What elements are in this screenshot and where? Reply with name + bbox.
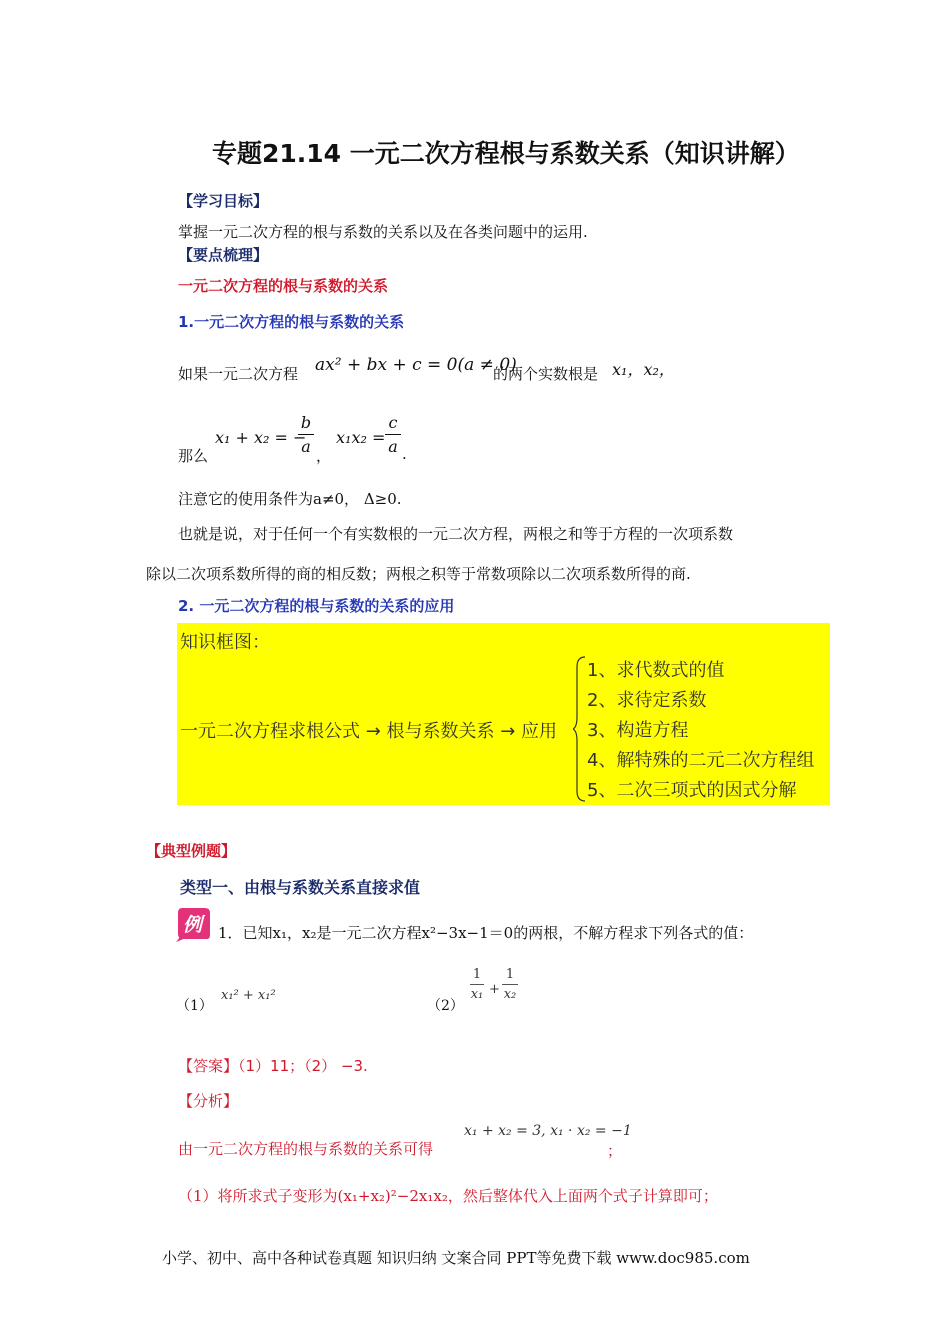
part2-label: （2） (427, 998, 464, 1014)
frac-one: 1 (472, 967, 482, 982)
explanation-line1: 也就是说，对于任何一个有实数根的一元二次方程，两根之和等于方程的一次项系数 (178, 525, 734, 543)
sub1-heading: 1.一元二次方程的根与系数的关系 (178, 313, 405, 331)
part1-label: （1） (176, 998, 213, 1014)
analysis-line2: （1）将所求式子变形为(x₁+x₂)²−2x₁x₂，然后整体代入上面两个式子计算即可； (178, 1187, 718, 1205)
framework-chain: 一元二次方程求根公式 → 根与系数关系 → 应用 (180, 721, 558, 742)
curly-brace-icon (573, 655, 587, 803)
explanation-line2: 除以二次项系数所得的商的相反数；两根之积等于常数项除以二次项系数所得的商. (146, 565, 691, 583)
framework-item-2: 2、求待定系数 (587, 690, 707, 711)
fraction-bar (470, 984, 484, 985)
sum-denominator: a (301, 437, 311, 456)
answer: 【答案】（1）11；（2） −3. (178, 1057, 368, 1075)
prod-denominator: a (388, 437, 398, 456)
sum-fraction (298, 413, 314, 456)
part2-fraction-2 (502, 967, 518, 1002)
goal-label: 【学习目标】 (178, 192, 269, 210)
topic-heading: 一元二次方程的根与系数的关系 (178, 277, 389, 295)
example-problem: 1．已知x₁，x₂是一元二次方程x²−3x−1＝0的两根，不解方程求下列各式的值： (218, 924, 754, 942)
frac-one: 1 (505, 967, 515, 982)
analysis-relations: x₁ + x₂ = 3, x₁ · x₂ = −1 (464, 1123, 632, 1139)
page-footer: 小学、初中、高中各种试卷真题 知识归纳 文案合同 PPT等免费下载 www.doc985.com (162, 1249, 750, 1267)
analysis-line1-end: ； (607, 1142, 623, 1160)
points-label: 【要点梳理】 (178, 246, 269, 264)
sub1-line1-prefix: 如果一元二次方程 (178, 365, 299, 383)
fraction-bar (502, 984, 518, 985)
framework-label: 知识框图： (180, 632, 270, 653)
plus-sign: + (489, 982, 500, 997)
knowledge-framework-box (177, 623, 830, 805)
framework-item-4: 4、解特殊的二元二次方程组 (587, 750, 815, 771)
page-title: 专题21.14 一元二次方程根与系数关系（知识讲解） (212, 139, 800, 168)
prod-lhs: x₁x₂ = (336, 428, 386, 447)
roots: x₁，x₂， (612, 360, 675, 379)
part1-expression: x₁² + x₁² (221, 988, 276, 1003)
period: . (402, 445, 407, 463)
sub2-heading: 2. 一元二次方程的根与系数的关系的应用 (178, 597, 455, 615)
sum-lhs: x₁ + x₂ = − (215, 428, 307, 447)
comma: ， (316, 447, 332, 465)
prod-numerator: c (388, 413, 398, 432)
prod-fraction (385, 413, 401, 456)
sub1-line1-suffix: 的两个实数根是 (493, 365, 599, 383)
frac-x1: x₁ (470, 987, 484, 1002)
example-badge-icon (176, 906, 210, 940)
analysis-line1: 由一元二次方程的根与系数的关系可得 (178, 1140, 434, 1158)
quadratic-equation: ax² + bx + c = 0(a ≠ 0) (315, 355, 517, 375)
framework-item-5: 5、二次三项式的因式分解 (587, 780, 797, 801)
analysis-label: 【分析】 (178, 1092, 239, 1110)
goal-text: 掌握一元二次方程的根与系数的关系以及在各类问题中的运用. (178, 223, 588, 241)
part2-fraction-1 (470, 967, 484, 1002)
frac-x2: x₂ (503, 987, 517, 1002)
sum-numerator: b (300, 413, 312, 432)
usage-note: 注意它的使用条件为a≠0， Δ≥0. (178, 490, 402, 508)
fraction-bar (298, 434, 314, 435)
fraction-bar (385, 434, 401, 435)
framework-item-1: 1、求代数式的值 (587, 660, 725, 681)
examples-label: 【典型例题】 (146, 842, 237, 860)
example-badge-text: 例 (183, 914, 203, 936)
then-word: 那么 (178, 447, 209, 465)
framework-item-3: 3、构造方程 (587, 720, 689, 741)
type1-heading: 类型一、由根与系数关系直接求值 (180, 878, 421, 897)
